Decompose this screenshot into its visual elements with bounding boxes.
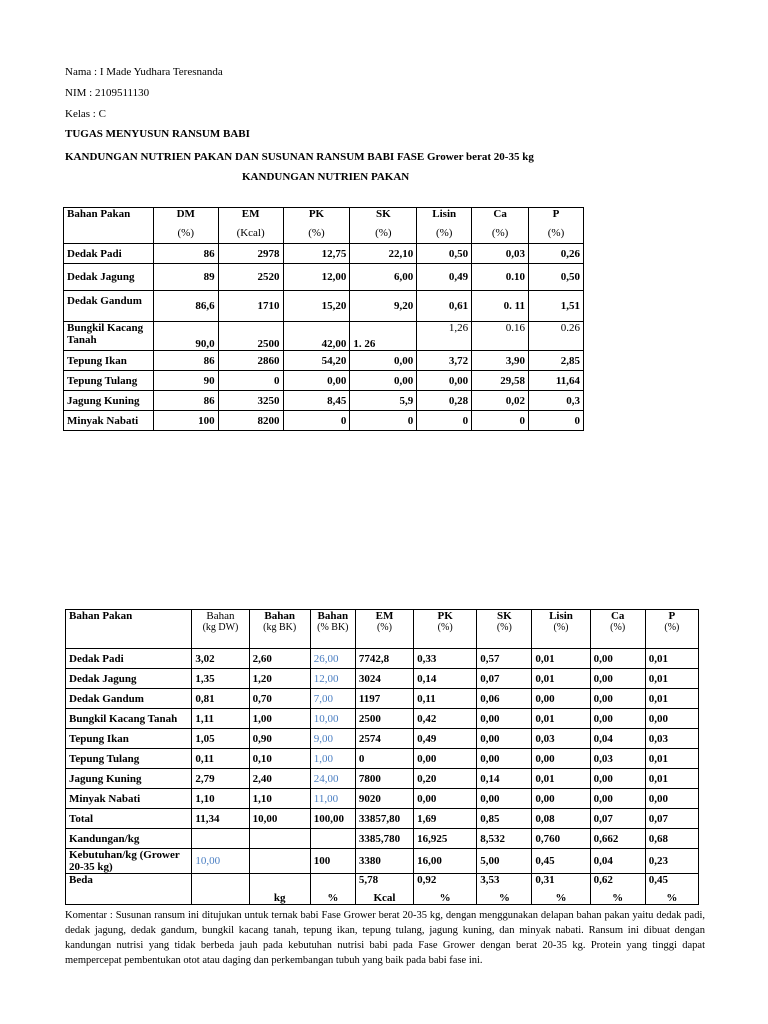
value-cell: 8200 — [218, 411, 283, 431]
student-nim: NIM : 2109511130 — [65, 87, 150, 99]
value-cell: 1,11 — [192, 709, 249, 729]
value-cell: 0,07 — [645, 809, 698, 829]
row-label: Dedak Padi — [64, 244, 154, 264]
row-label: Dedak Jagung — [66, 669, 192, 689]
value-cell: 90,0 — [153, 322, 218, 351]
unit-cell: (%) — [283, 227, 350, 244]
value-cell: 3,02 — [192, 649, 249, 669]
value-cell: 1,10 — [192, 789, 249, 809]
units-row — [66, 890, 699, 905]
value-cell: 0,00 — [477, 729, 532, 749]
table1-unit-row — [64, 227, 584, 244]
value-cell: 0,07 — [590, 809, 645, 829]
value-cell: 0,00 — [477, 789, 532, 809]
value-cell: 3,72 — [417, 351, 472, 371]
table-row — [64, 264, 584, 291]
header-unit: (kg BK) — [263, 622, 297, 633]
table-row — [66, 669, 699, 689]
value-cell: 3,90 — [472, 351, 529, 371]
value-cell: 0,00 — [350, 351, 417, 371]
value-cell: 9,20 — [350, 291, 417, 322]
row-label: Total — [66, 809, 192, 829]
value-cell: 0.26 — [529, 322, 584, 351]
value-cell: 0 — [472, 411, 529, 431]
value-cell: 0,00 — [532, 689, 590, 709]
value-cell: 0,57 — [477, 649, 532, 669]
value-cell: 0,90 — [249, 729, 310, 749]
value-cell: 1,05 — [192, 729, 249, 749]
value-cell: 0,11 — [192, 749, 249, 769]
value-cell: 0,14 — [414, 669, 477, 689]
value-cell: 2,40 — [249, 769, 310, 789]
table-row — [66, 769, 699, 789]
value-cell: 0,11 — [414, 689, 477, 709]
table1-title: KANDUNGAN NUTRIEN PAKAN — [242, 171, 410, 183]
value-cell: 0,45 — [532, 849, 590, 874]
value-cell: % — [310, 890, 355, 905]
table-row — [64, 411, 584, 431]
value-cell: 0,85 — [477, 809, 532, 829]
header-cell — [414, 610, 477, 649]
header-unit: (kg DW) — [202, 622, 239, 633]
table-row — [64, 244, 584, 264]
table-row — [66, 709, 699, 729]
value-cell: 0,23 — [645, 849, 698, 874]
header-cell: PK — [283, 208, 350, 228]
value-cell: 0,01 — [645, 769, 698, 789]
value-cell: 0.10 — [472, 264, 529, 291]
value-cell: 1. 26 — [350, 322, 417, 351]
value-cell: 0,70 — [249, 689, 310, 709]
value-cell: 0,00 — [477, 709, 532, 729]
value-cell: 42,00 — [283, 322, 350, 351]
value-cell: 0,03 — [590, 749, 645, 769]
unit-cell: (Kcal) — [218, 227, 283, 244]
value-cell: 89 — [153, 264, 218, 291]
value-cell: 0,28 — [417, 391, 472, 411]
student-name: Nama : I Made Yudhara Teresnanda — [65, 66, 223, 78]
value-cell: 0,01 — [532, 709, 590, 729]
value-cell: 0,62 — [590, 874, 645, 891]
value-cell: 0,00 — [590, 769, 645, 789]
value-cell: 0,00 — [532, 789, 590, 809]
value-cell: 10,00 — [192, 849, 249, 874]
value-cell: 0,03 — [472, 244, 529, 264]
header-top: Bahan — [206, 610, 235, 622]
row-label: Bungkil Kacang Tanah — [64, 322, 154, 351]
value-cell: 2860 — [218, 351, 283, 371]
value-cell: 0,03 — [645, 729, 698, 749]
value-cell: 0,31 — [532, 874, 590, 891]
row-label: Dedak Gandum — [64, 291, 154, 322]
unit-cell: (%) — [417, 227, 472, 244]
row-label: Tepung Ikan — [66, 729, 192, 749]
value-cell: 0,00 — [590, 649, 645, 669]
value-cell: 0,08 — [532, 809, 590, 829]
header-cell — [355, 610, 413, 649]
value-cell: 24,00 — [310, 769, 355, 789]
value-cell: 3250 — [218, 391, 283, 411]
header-cell: SK — [350, 208, 417, 228]
value-cell: 1710 — [218, 291, 283, 322]
value-cell: 0.16 — [472, 322, 529, 351]
value-cell: 0. 11 — [472, 291, 529, 322]
value-cell: 0,00 — [350, 371, 417, 391]
value-cell: 1,26 — [417, 322, 472, 351]
value-cell: 0,68 — [645, 829, 698, 849]
value-cell: 7742,8 — [355, 649, 413, 669]
kandungan-row — [66, 829, 699, 849]
comment-paragraph: Komentar : Susunan ransum ini ditujukan untuk ternak babi Fase Grower berat 20-35 kg, dengan menggunakan delapan bahan pakan yaitu dedak padi, dedak jagung, dedak gandum, bungkil kacang tanah, tepung ikan, tepung tulang, jagung kuning, dan minyak nabati. Ransum ini dibuat dengan kandungan nutrisi yang tidak berbeda jauh pada kebutuhan nutrisi babi pada Fase Grower dengan berat 20-35 kg. Protein yang tinggi dapat mempercepat pembentukan otot atau daging dan perkembangan tubuh yang baik pada babi fase ini. — [65, 910, 705, 966]
ration-composition-table — [65, 609, 699, 905]
value-cell: 11,64 — [529, 371, 584, 391]
value-cell: 6,00 — [350, 264, 417, 291]
value-cell: 7,00 — [310, 689, 355, 709]
value-cell: 0,42 — [414, 709, 477, 729]
value-cell: 1,51 — [529, 291, 584, 322]
header-cell: Bahan Pakan — [66, 610, 192, 649]
header-unit: (%) — [553, 622, 569, 633]
header-top: Lisin — [549, 610, 573, 622]
value-cell — [249, 829, 310, 849]
value-cell: 0,07 — [477, 669, 532, 689]
header-cell: DM — [153, 208, 218, 228]
header-cell — [249, 610, 310, 649]
value-cell: 1,00 — [249, 709, 310, 729]
assignment-title: TUGAS MENYUSUN RANSUM BABI — [65, 128, 250, 140]
value-cell: 0,00 — [417, 371, 472, 391]
table-row — [66, 729, 699, 749]
header-cell: Lisin — [417, 208, 472, 228]
value-cell — [249, 874, 310, 891]
value-cell: 0,01 — [645, 689, 698, 709]
row-label: Kebutuhan/kg (Grower 20-35 kg) — [66, 849, 192, 874]
row-label: Beda — [66, 874, 192, 891]
value-cell: 0,01 — [532, 769, 590, 789]
value-cell: 3385,780 — [355, 829, 413, 849]
header-cell — [645, 610, 698, 649]
value-cell: 0,49 — [414, 729, 477, 749]
value-cell: 16,00 — [414, 849, 477, 874]
value-cell: 0,01 — [532, 669, 590, 689]
value-cell: 0,10 — [249, 749, 310, 769]
value-cell: 54,20 — [283, 351, 350, 371]
value-cell — [192, 829, 249, 849]
value-cell: Kcal — [355, 890, 413, 905]
value-cell: 0,45 — [645, 874, 698, 891]
value-cell: 2500 — [218, 322, 283, 351]
value-cell: 8,45 — [283, 391, 350, 411]
header-cell — [590, 610, 645, 649]
value-cell: 9020 — [355, 789, 413, 809]
row-label: Bungkil Kacang Tanah — [66, 709, 192, 729]
value-cell: 0,20 — [414, 769, 477, 789]
value-cell: 0 — [218, 371, 283, 391]
table-row — [66, 649, 699, 669]
value-cell: 5,9 — [350, 391, 417, 411]
value-cell: 11,34 — [192, 809, 249, 829]
value-cell: 3,53 — [477, 874, 532, 891]
value-cell: 0,03 — [532, 729, 590, 749]
beda-row — [66, 874, 699, 891]
table-row — [64, 322, 584, 351]
value-cell: 0,26 — [529, 244, 584, 264]
value-cell: 1,20 — [249, 669, 310, 689]
value-cell: % — [532, 890, 590, 905]
value-cell: 0 — [417, 411, 472, 431]
header-top: P — [668, 610, 676, 622]
value-cell: 0,02 — [472, 391, 529, 411]
value-cell: 5,78 — [355, 874, 413, 891]
value-cell: 0,01 — [645, 669, 698, 689]
value-cell: 22,10 — [350, 244, 417, 264]
value-cell: 0,760 — [532, 829, 590, 849]
header-unit: (%) — [376, 622, 392, 633]
value-cell: 100,00 — [310, 809, 355, 829]
value-cell: 0,00 — [414, 749, 477, 769]
row-label: Jagung Kuning — [66, 769, 192, 789]
header-unit: (%) — [437, 622, 453, 633]
unit-cell: (%) — [153, 227, 218, 244]
value-cell: kg — [249, 890, 310, 905]
value-cell: 2,60 — [249, 649, 310, 669]
value-cell: 0,06 — [477, 689, 532, 709]
table2-body — [66, 649, 699, 905]
value-cell: 1,00 — [310, 749, 355, 769]
value-cell: 1,10 — [249, 789, 310, 809]
value-cell: % — [414, 890, 477, 905]
kebutuhan-row — [66, 849, 699, 874]
header-cell — [532, 610, 590, 649]
value-cell: 100 — [310, 849, 355, 874]
row-label: Dedak Jagung — [64, 264, 154, 291]
table-row — [66, 749, 699, 769]
table-row — [64, 351, 584, 371]
row-label: Tepung Ikan — [64, 351, 154, 371]
value-cell: 10,00 — [310, 709, 355, 729]
value-cell: 0,00 — [590, 709, 645, 729]
value-cell: 0,00 — [414, 789, 477, 809]
value-cell: 12,00 — [310, 669, 355, 689]
value-cell: 0,01 — [532, 649, 590, 669]
value-cell: 1,69 — [414, 809, 477, 829]
value-cell: 10,00 — [249, 809, 310, 829]
value-cell: % — [590, 890, 645, 905]
value-cell — [192, 874, 249, 891]
value-cell: 9,00 — [310, 729, 355, 749]
value-cell: 0 — [350, 411, 417, 431]
unit-cell — [64, 227, 154, 244]
value-cell: 26,00 — [310, 649, 355, 669]
table1-header-row — [64, 208, 584, 228]
value-cell: 11,00 — [310, 789, 355, 809]
value-cell: 86,6 — [153, 291, 218, 322]
header-unit: (%) — [664, 622, 680, 633]
table-row — [64, 391, 584, 411]
document-heading: KANDUNGAN NUTRIEN PAKAN DAN SUSUNAN RANSUM BABI FASE Grower berat 20-35 kg — [65, 151, 534, 163]
header-unit: (% BK) — [317, 622, 349, 633]
value-cell: 16,925 — [414, 829, 477, 849]
header-top: PK — [437, 610, 453, 622]
value-cell: 5,00 — [477, 849, 532, 874]
row-label — [66, 890, 192, 905]
value-cell: 0 — [529, 411, 584, 431]
value-cell: 0,04 — [590, 849, 645, 874]
value-cell — [192, 890, 249, 905]
table-row — [66, 689, 699, 709]
value-cell: 0,00 — [645, 709, 698, 729]
value-cell: 0,00 — [590, 669, 645, 689]
value-cell: 2520 — [218, 264, 283, 291]
row-label: Jagung Kuning — [64, 391, 154, 411]
value-cell — [249, 849, 310, 874]
value-cell: 90 — [153, 371, 218, 391]
value-cell: 12,00 — [283, 264, 350, 291]
value-cell: 0,01 — [645, 749, 698, 769]
value-cell: 29,58 — [472, 371, 529, 391]
value-cell: 0 — [355, 749, 413, 769]
value-cell: % — [645, 890, 698, 905]
header-unit: (%) — [610, 622, 626, 633]
value-cell: 0,00 — [590, 689, 645, 709]
value-cell: 86 — [153, 391, 218, 411]
header-cell: Ca — [472, 208, 529, 228]
value-cell: 0,50 — [529, 264, 584, 291]
value-cell: 0,662 — [590, 829, 645, 849]
value-cell: 0,00 — [645, 789, 698, 809]
unit-cell: (%) — [529, 227, 584, 244]
value-cell: 0,33 — [414, 649, 477, 669]
student-class: Kelas : C — [65, 108, 106, 120]
value-cell: 8,532 — [477, 829, 532, 849]
unit-cell: (%) — [350, 227, 417, 244]
value-cell: 3024 — [355, 669, 413, 689]
value-cell: 0,49 — [417, 264, 472, 291]
header-top: Ca — [610, 610, 625, 622]
value-cell: 0,81 — [192, 689, 249, 709]
value-cell: 1197 — [355, 689, 413, 709]
value-cell: % — [477, 890, 532, 905]
header-cell: EM — [218, 208, 283, 228]
value-cell: 0,14 — [477, 769, 532, 789]
unit-cell: (%) — [472, 227, 529, 244]
header-top: Bahan — [264, 610, 295, 622]
header-cell: Bahan Pakan — [64, 208, 154, 228]
value-cell: 2978 — [218, 244, 283, 264]
row-label: Tepung Tulang — [64, 371, 154, 391]
header-top: SK — [496, 610, 512, 622]
value-cell: 0,04 — [590, 729, 645, 749]
row-label: Minyak Nabati — [64, 411, 154, 431]
value-cell: 0 — [283, 411, 350, 431]
value-cell: 3380 — [355, 849, 413, 874]
value-cell: 2,79 — [192, 769, 249, 789]
header-cell — [310, 610, 355, 649]
table-row — [66, 809, 699, 829]
header-cell — [192, 610, 249, 649]
value-cell: 0,00 — [590, 789, 645, 809]
value-cell: 0,00 — [532, 749, 590, 769]
header-cell: P — [529, 208, 584, 228]
value-cell: 2,85 — [529, 351, 584, 371]
header-unit: (%) — [496, 622, 512, 633]
value-cell: 0,01 — [645, 649, 698, 669]
value-cell: 86 — [153, 244, 218, 264]
value-cell: 86 — [153, 351, 218, 371]
value-cell: 0,3 — [529, 391, 584, 411]
value-cell: 0,00 — [283, 371, 350, 391]
value-cell: 33857,80 — [355, 809, 413, 829]
value-cell: 0,61 — [417, 291, 472, 322]
value-cell: 15,20 — [283, 291, 350, 322]
table-row — [66, 789, 699, 809]
nutrient-content-table — [63, 207, 584, 431]
header-top: Bahan — [317, 610, 349, 622]
value-cell: 0,00 — [477, 749, 532, 769]
row-label: Tepung Tulang — [66, 749, 192, 769]
header-cell — [477, 610, 532, 649]
value-cell — [310, 829, 355, 849]
value-cell: 100 — [153, 411, 218, 431]
value-cell: 0,50 — [417, 244, 472, 264]
value-cell — [310, 874, 355, 891]
row-label: Dedak Padi — [66, 649, 192, 669]
row-label: Minyak Nabati — [66, 789, 192, 809]
table-row — [64, 291, 584, 322]
header-top: EM — [375, 610, 394, 622]
value-cell: 12,75 — [283, 244, 350, 264]
value-cell: 2574 — [355, 729, 413, 749]
value-cell: 7800 — [355, 769, 413, 789]
row-label: Kandungan/kg — [66, 829, 192, 849]
table-row — [64, 371, 584, 391]
value-cell: 1,35 — [192, 669, 249, 689]
value-cell: 2500 — [355, 709, 413, 729]
value-cell: 0,92 — [414, 874, 477, 891]
table2-header-row — [66, 610, 699, 649]
row-label: Dedak Gandum — [66, 689, 192, 709]
